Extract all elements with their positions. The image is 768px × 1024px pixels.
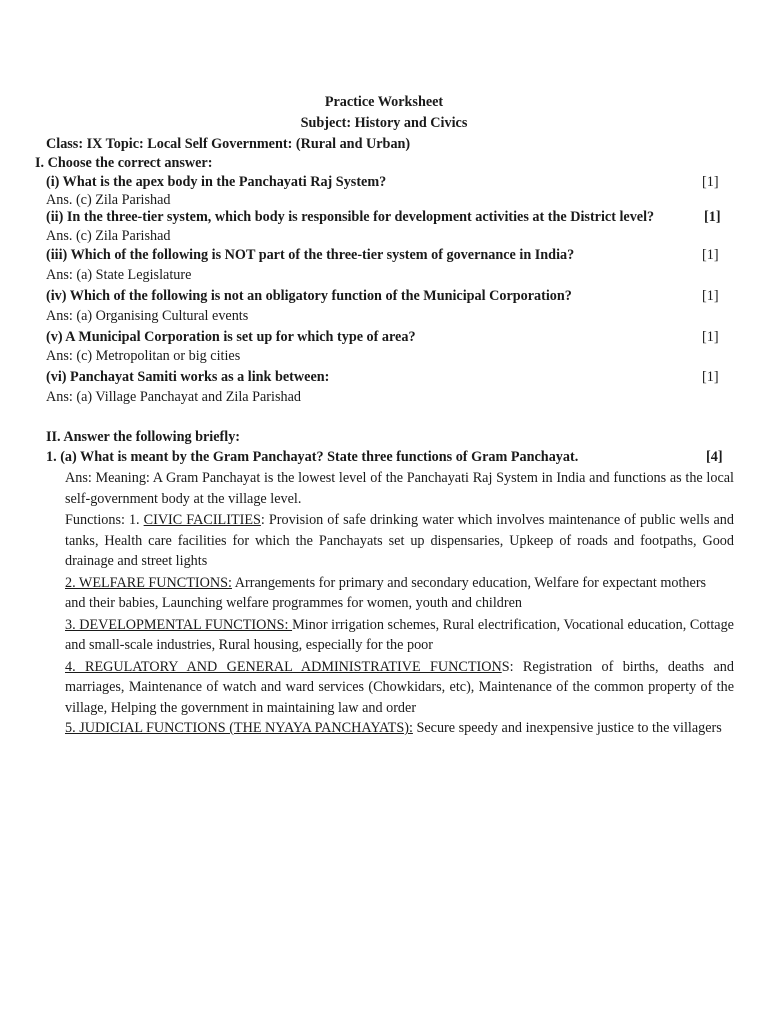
function-4 (65, 657, 734, 719)
question-3: (iii) Which of the following is NOT part of the three-tier system of governance in India? (46, 247, 575, 263)
function-4-title: 4. REGULATORY AND GENERAL ADMINISTRATIVE FUNCTION (65, 658, 502, 675)
marks-5: [1] (702, 329, 719, 345)
function-1-title: CIVIC FACILITIES (143, 512, 261, 528)
function-3-title: 3. DEVELOPMENTAL FUNCTIONS: (65, 616, 293, 633)
section1-heading: I. Choose the correct answer: (35, 155, 213, 171)
marks-6: [1] (702, 369, 719, 385)
question-1: (i) What is the apex body in the Panchayati Raj System? (46, 174, 387, 190)
answer-5: Ans: (c) Metropolitan or big cities (46, 348, 241, 364)
function-3-text: Minor irrigation schemes, Rural electrification, Vocational education, Cottage and small-scale industries, Rural housing, especially for the poor (65, 616, 734, 653)
question-2: (ii) In the three-tier system, which body is responsible for development activities at the District level? (46, 209, 655, 225)
marks-4: [1] (702, 288, 719, 304)
answer-2: Ans. (c) Zila Parishad (46, 228, 171, 244)
function-2 (65, 573, 734, 594)
worksheet-title: Practice Worksheet (324, 94, 444, 110)
marks-1: [1] (702, 174, 719, 190)
function-3 (65, 615, 734, 656)
function-2-text: Arrangements for primary and secondary education, Welfare for expectant mothers (231, 574, 707, 591)
answer-block (65, 468, 734, 739)
question-6: (vi) Panchayat Samiti works as a link between: (46, 369, 330, 385)
class-topic-line: Class: IX Topic: Local Self Government: (Rural and Urban) (46, 136, 411, 152)
function-2-title: 2. WELFARE FUNCTIONS: (65, 574, 232, 591)
function-5-title: 5. JUDICIAL FUNCTIONS (THE NYAYA PANCHAYATS): (65, 720, 413, 736)
long-question-1: 1. (a) What is meant by the Gram Panchayat? State three functions of Gram Panchayat. (46, 449, 579, 465)
function-4-text: S: Registration of births, deaths and marriages, Maintenance of watch and ward services (Chowkidars, etc), Maintenance of the common property of the village, Helping the government in maintaining law and order (65, 658, 734, 716)
answer-4: Ans: (a) Organising Cultural events (46, 308, 249, 324)
answer-3: Ans: (a) State Legislature (46, 267, 192, 283)
function-2-continued: and their babies, Launching welfare programmes for women, youth and children (65, 595, 522, 611)
section2-heading: II. Answer the following briefly: (46, 429, 241, 445)
question-4: (iv) Which of the following is not an obligatory function of the Municipal Corporation? (46, 288, 572, 304)
answer-1: Ans. (c) Zila Parishad (46, 192, 171, 208)
marks-3: [1] (702, 247, 719, 263)
functions-prefix: Functions: 1. (65, 512, 144, 528)
function-1 (65, 510, 734, 572)
function-5-text: Secure speedy and inexpensive justice to the villagers (412, 720, 722, 736)
marks-2: [1] (704, 209, 721, 225)
answer-meaning: Ans: Meaning: A Gram Panchayat is the lowest level of the Panchayati Raj System in India and functions as the local self-government body at the village level. (65, 470, 734, 507)
question-5: (v) A Municipal Corporation is set up for which type of area? (46, 329, 416, 345)
function-1-text: : Provision of safe drinking water which involves maintenance of public wells and tanks, Health care facilities for which the Panchayats set up dispensaries, Upkeep of roads and footpaths, Good drainage and street lights (65, 512, 734, 569)
answer-6: Ans: (a) Village Panchayat and Zila Parishad (46, 389, 301, 405)
subject-line: Subject: History and Civics (300, 115, 468, 131)
long-question-marks: [4] (706, 449, 723, 465)
function-5 (65, 718, 734, 739)
